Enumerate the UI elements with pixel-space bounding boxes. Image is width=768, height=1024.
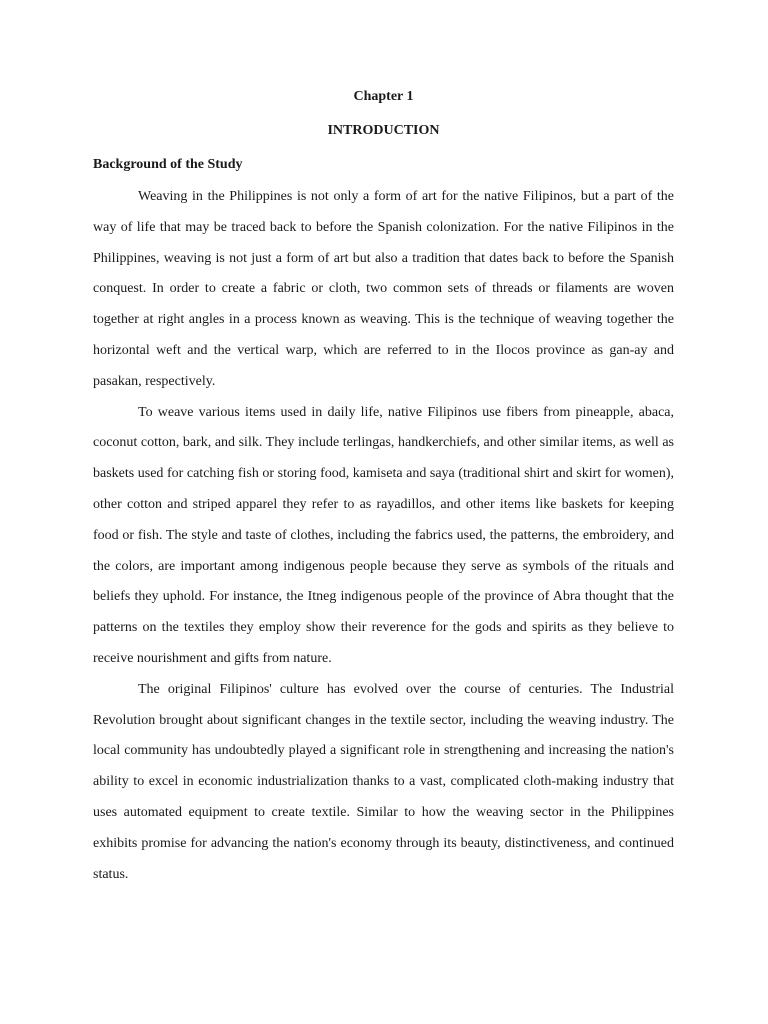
section-heading: Background of the Study: [93, 157, 243, 172]
chapter-label: Chapter 1: [353, 89, 414, 104]
chapter-title: INTRODUCTION: [327, 123, 440, 138]
paragraph: Weaving in the Philippines is not only a form of art for the native Filipinos, but a part of the way of life that may be traced back to before the Spanish colonization. For the native Filipinos in the Philippines, weaving is not just a form of art but also a tradition that dates back to before the Spanish conquest. In order to create a fabric or cloth, two common sets of threads or filaments are woven together at right angles in a process known as weaving. This is the technique of weaving together the horizontal weft and the vertical warp, which are referred to in the Ilocos province as gan-ay and pasakan, respectively.: [93, 189, 674, 389]
document-page: [93, 0, 674, 1024]
paragraph: To weave various items used in daily life, native Filipinos use fibers from pineapple, abaca, coconut cotton, bark, and silk. They include terlingas, handkerchiefs, and other similar items, as well as baskets used for catching fish or storing food, kamiseta and saya (traditional shirt and skirt for women), other cotton and striped apparel they refer to as rayadillos, and other items like baskets for keeping food or fish. The style and taste of clothes, including the fabrics used, the patterns, the embroidery, and the colors, are important among indigenous people because they serve as symbols of the rituals and beliefs they uphold. For instance, the Itneg indigenous people of the province of Abra thought that the patterns on the textiles they employ show their reverence for the gods and spirits as they believe to receive nourishment and gifts from nature.: [93, 404, 674, 666]
paragraph: The original Filipinos' culture has evolved over the course of centuries. The Industrial Revolution brought about significant changes in the textile sector, including the weaving industry. The local community has undoubtedly played a significant role in strengthening and increasing the nation's ability to excel in economic industrialization thanks to a vast, complicated cloth-making industry that uses automated equipment to create textile. Similar to how the weaving sector in the Philippines exhibits promise for advancing the nation's economy through its beauty, distinctiveness, and continued status.: [93, 681, 674, 882]
body-text: [93, 182, 674, 890]
